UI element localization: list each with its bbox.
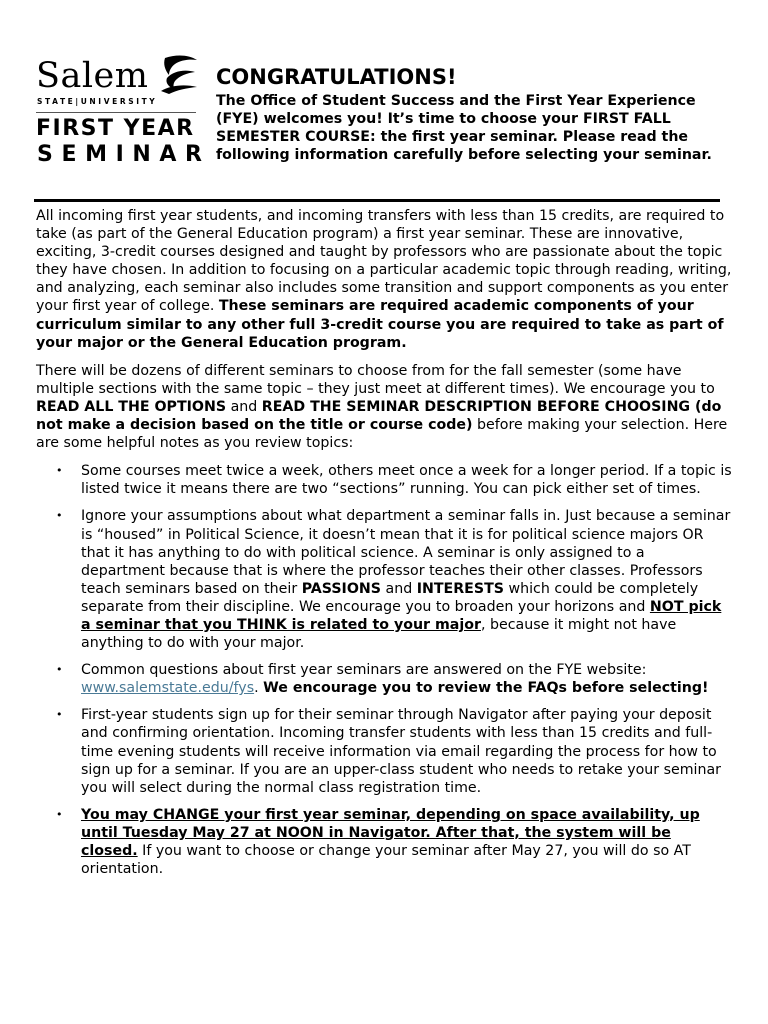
helpful-notes-list bbox=[36, 462, 732, 878]
list-item bbox=[36, 462, 732, 498]
note-text: If you want to choose or change your seminar after May 27, you will do so AT orientation. bbox=[81, 843, 691, 878]
bullet-icon: • bbox=[56, 509, 63, 523]
intro-text: The Office of Student Success and the First Year Experience (FYE) welcomes you! It’s time to choose your FIRST FALL SEMESTER COURSE: the first year seminar. Please read the following information carefully before selecting your seminar. bbox=[216, 93, 712, 164]
requirements-bold: These seminars are required academic components of your curriculum similar to any other full 3-credit course you are required to take as part of your major or the General Education program. bbox=[36, 298, 724, 351]
note-bold-underline: You may CHANGE your first year seminar, depending on space availability, up until Tuesday May 27 at NOON in Navigator. After that, the system will be closed. bbox=[81, 806, 700, 859]
note-text: Some courses meet twice a week, others meet once a week for a longer period. If a topic is listed twice it means there are two “sections” running. You can pick either set of times. bbox=[81, 463, 732, 498]
paragraph-requirements bbox=[36, 207, 732, 352]
note-bold: INTERESTS bbox=[416, 580, 504, 597]
choosing-bold-1: READ ALL THE OPTIONS bbox=[36, 398, 227, 415]
note-bold: PASSIONS bbox=[301, 580, 381, 597]
choosing-text-2: and bbox=[226, 398, 262, 415]
fye-website-link[interactable]: www.salemstate.edu/fys bbox=[81, 680, 255, 697]
logo-first-year: FIRST YEAR bbox=[36, 116, 195, 141]
note-text: Ignore your assumptions about what department a seminar falls in. Just because a seminar is “housed” in Political Science, it doesn’t mean that it is for political science majors OR that it has anything to do with political science. A seminar is only assigned to a department because that is where the professor teaches their other classes. Professors teach seminars based on their bbox=[81, 508, 731, 597]
choosing-bold-2: READ THE SEMINAR DESCRIPTION BEFORE CHOOSING (do not make a decision based on the title or course code) bbox=[36, 398, 722, 434]
note-text: , because it might not have anything to do with your major. bbox=[81, 616, 677, 652]
logo-state-university: STATE|UNIVERSITY bbox=[37, 97, 158, 106]
header-divider bbox=[34, 199, 720, 202]
note-text: First-year students sign up for their seminar through Navigator after paying your deposit and confirming orientation. Incoming transfer students with less than 15 credits and full-time evening students will receive information via email regarding the process for how to sign up for a seminar. If you are an upper-class student who needs to retake your seminar you will select during the normal class registration time. bbox=[81, 707, 722, 796]
requirements-text: All incoming first year students, and incoming transfers with less than 15 credits, are required to take (as part of the General Education program) a first year seminar. These are innovative, exciting, 3-credit courses designed and taught by professors who are passionate about the topic they have chosen. In addition to focusing on a particular academic topic through reading, writing, and analyzing, each seminar also includes some transition and support components as you enter your first year of college. bbox=[36, 208, 732, 315]
logo-wordmark: Salem bbox=[36, 56, 149, 96]
page-title: CONGRATULATIONS! bbox=[216, 65, 457, 89]
bullet-icon: • bbox=[56, 708, 63, 722]
logo-rule bbox=[36, 112, 196, 113]
note-bold: We encourage you to review the FAQs before selecting! bbox=[263, 680, 709, 697]
salem-state-fys-logo bbox=[36, 52, 211, 174]
document-body bbox=[36, 207, 732, 887]
choosing-text-3: before making your selection. Here are some helpful notes as you review topics: bbox=[36, 417, 728, 452]
note-text: and bbox=[381, 580, 417, 597]
bullet-icon: • bbox=[56, 663, 63, 677]
bullet-icon: • bbox=[56, 464, 63, 478]
note-bold-underline: NOT pick a seminar that you THINK is related to your major bbox=[81, 598, 722, 633]
note-text: . bbox=[254, 680, 264, 697]
bullet-icon: • bbox=[56, 807, 63, 821]
list-item bbox=[36, 507, 732, 652]
header bbox=[216, 64, 740, 164]
list-item bbox=[36, 661, 732, 697]
sail-bird-icon bbox=[155, 52, 199, 96]
logo-seminar: SEMINAR bbox=[37, 142, 211, 167]
list-item bbox=[36, 706, 732, 796]
note-text: which could be completely separate from their discipline. We encourage you to broaden your horizons and bbox=[81, 580, 699, 615]
note-text: Common questions about first year seminars are answered on the FYE website: bbox=[81, 662, 647, 679]
paragraph-choosing bbox=[36, 362, 732, 452]
list-item bbox=[36, 806, 732, 878]
choosing-text-1: There will be dozens of different seminars to choose from for the fall semester (some have multiple sections with the same topic – they just meet at different times). We encourage you to bbox=[36, 362, 715, 397]
